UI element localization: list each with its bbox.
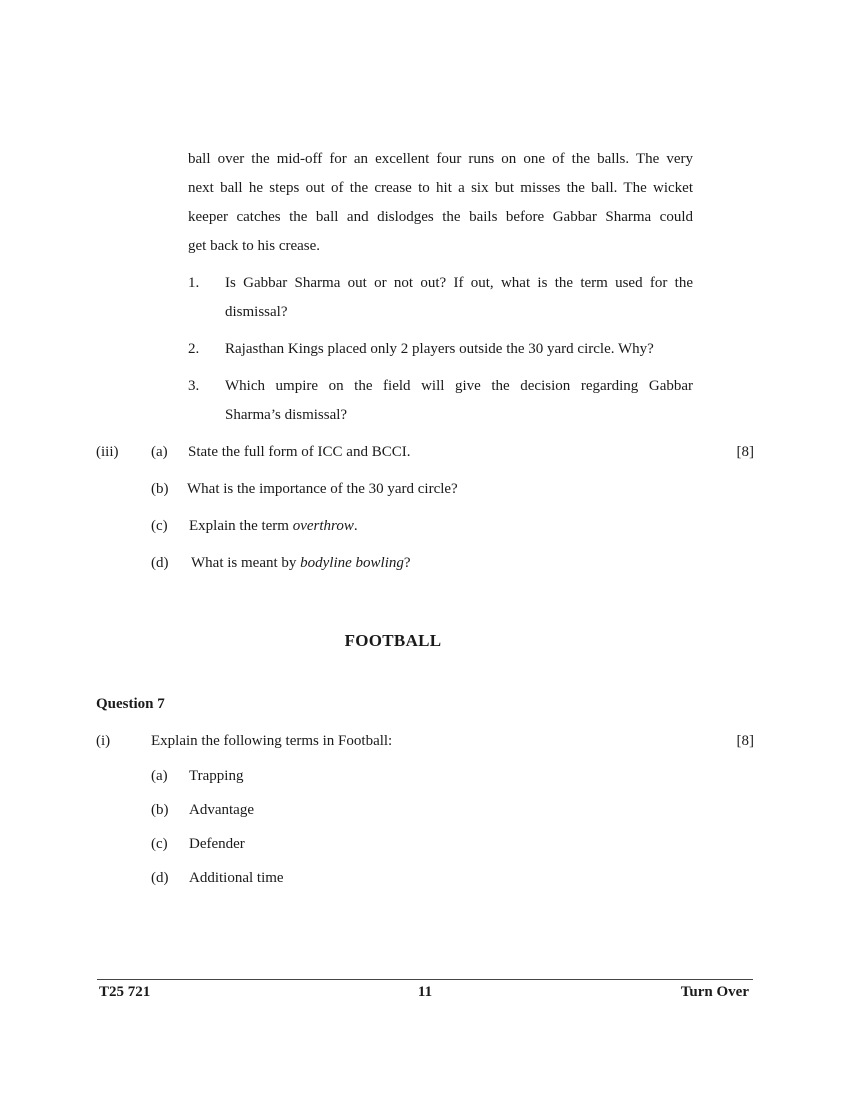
item-letter: (b) <box>151 481 169 497</box>
item-text: What is meant by bodyline bowling? <box>191 555 411 571</box>
passage-line: ball over the mid-off for an excellent four runs on one of the balls. The very <box>188 151 693 167</box>
sub-question-text: Rajasthan Kings placed only 2 players outside the 30 yard circle. Why? <box>225 341 654 357</box>
sub-question-number: 3. <box>188 378 200 394</box>
item-letter: (d) <box>151 555 169 571</box>
passage-line: get back to his crease. <box>188 238 321 254</box>
sub-question-number: 2. <box>188 341 200 357</box>
item-letter: (a) <box>151 768 168 784</box>
item-letter: (c) <box>151 518 168 534</box>
question-label: Question 7 <box>96 696 165 712</box>
sub-question-text: Sharma’s dismissal? <box>225 407 348 423</box>
sub-question-number: 1. <box>188 275 200 291</box>
item-letter: (b) <box>151 802 169 818</box>
sub-question-text: Is Gabbar Sharma out or not out? If out, what is the term used for the <box>225 275 693 291</box>
item-letter: (d) <box>151 870 169 886</box>
item-text: Defender <box>189 836 245 852</box>
item-text: Advantage <box>189 802 254 818</box>
sub-question-text: dismissal? <box>225 304 288 320</box>
section-heading: FOOTBALL <box>344 631 442 650</box>
item-text: What is the importance of the 30 yard circle? <box>187 481 458 497</box>
passage-line: keeper catches the ball and dislodges the bails before Gabbar Sharma could <box>188 209 693 225</box>
passage-line: next ball he steps out of the crease to hit a six but misses the ball. The wicket <box>188 180 693 196</box>
sub-question-text: Which umpire on the field will give the decision regarding Gabbar <box>225 378 693 394</box>
paper-code: T25 721 <box>99 984 151 1000</box>
part-roman-numeral: (iii) <box>96 444 119 460</box>
italic-term: bodyline bowling <box>300 555 404 571</box>
item-text: State the full form of ICC and BCCI. <box>188 444 411 460</box>
item-text: Explain the term overthrow. <box>189 518 358 534</box>
italic-term: overthrow <box>292 518 354 534</box>
part-prompt: Explain the following terms in Football: <box>151 733 393 749</box>
part-roman-numeral: (i) <box>96 733 111 749</box>
turn-over-label: Turn Over <box>680 984 749 1000</box>
item-text: Trapping <box>189 768 244 784</box>
footer-divider <box>97 979 753 980</box>
marks-label: [8] <box>736 444 754 460</box>
item-letter: (c) <box>151 836 168 852</box>
item-letter: (a) <box>151 444 168 460</box>
item-text: Additional time <box>189 870 284 886</box>
marks-label: [8] <box>736 733 754 749</box>
page-number: 11 <box>417 984 433 1000</box>
